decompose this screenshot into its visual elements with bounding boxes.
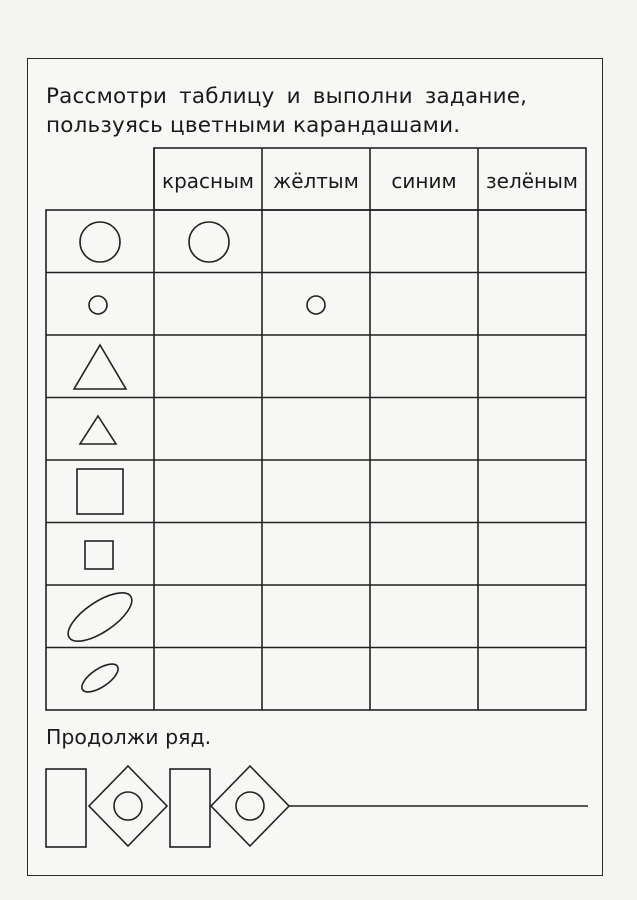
column-header-blue: синим [391,169,457,193]
series-diamond-1-icon [89,766,167,846]
series-diamond-circle-2-icon [236,792,264,820]
series-diamond-2-icon [211,766,289,846]
oval-large-icon [61,584,139,650]
column-header-yellow: жёлтым [273,169,359,193]
sample-circle-small-icon [307,296,325,314]
square-small-icon [85,541,113,569]
series-diamond-circle-1-icon [114,792,142,820]
column-header-green: зелёным [486,169,578,193]
series-rectangle-2-icon [170,769,210,847]
series-title: Продолжи ряд. [46,725,212,749]
triangle-large-icon [74,345,126,389]
oval-small-icon [78,659,123,697]
sample-circle-large-icon [189,222,229,262]
circle-large-icon [80,222,120,262]
square-large-icon [77,469,123,514]
series-rectangle-1-icon [46,769,86,847]
circle-small-icon [89,296,107,314]
task-line-2: пользуясь цветными карандашами. [46,113,461,138]
task-line-1: Рассмотри таблицу и выполни задание, [46,84,528,109]
triangle-small-icon [80,416,116,444]
column-header-red: красным [162,169,254,193]
